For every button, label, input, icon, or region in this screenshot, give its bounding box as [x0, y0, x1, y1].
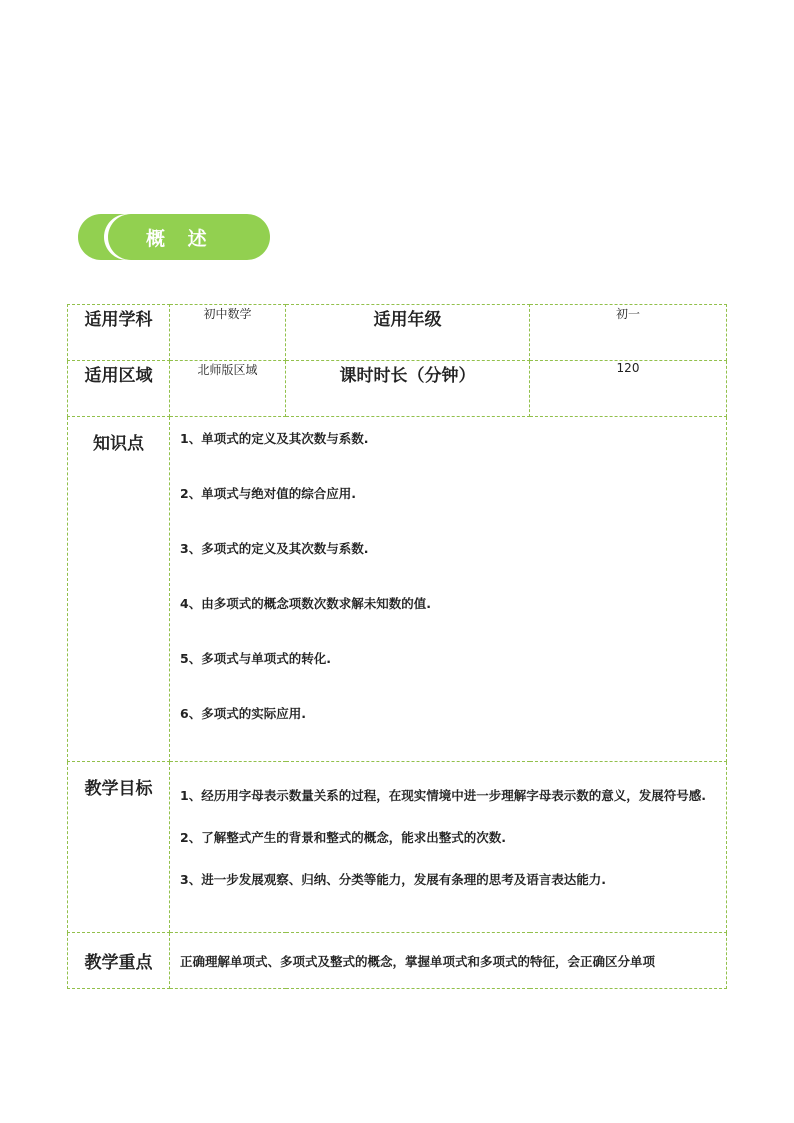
subject-label: 适用学科	[68, 305, 170, 361]
list-item: 2、了解整式产生的背景和整式的概念，能求出整式的次数.	[180, 830, 506, 845]
key-text: 正确理解单项式、多项式及整式的概念，掌握单项式和多项式的特征，会正确区分单项	[180, 953, 656, 969]
section-header-tab	[78, 214, 270, 260]
list-item: 5、多项式与单项式的转化.	[180, 651, 331, 666]
key-label: 教学重点	[68, 933, 170, 989]
section-title: 概 述	[108, 214, 270, 260]
list-item: 4、由多项式的概念项数次数求解未知数的值.	[180, 596, 431, 611]
goals-list	[170, 762, 727, 933]
table-row	[68, 417, 727, 762]
key-content	[170, 933, 727, 989]
grade-value: 初一	[530, 305, 727, 361]
goals-label: 教学目标	[68, 762, 170, 933]
knowledge-list	[170, 417, 727, 762]
region-label: 适用区域	[68, 361, 170, 417]
subject-value: 初中数学	[170, 305, 286, 361]
overview-table	[67, 304, 727, 989]
list-item: 1、经历用字母表示数量关系的过程，在现实情境中进一步理解字母表示数的意义，发展符号感.	[180, 788, 706, 803]
region-value: 北师版区域	[170, 361, 286, 417]
list-item: 6、多项式的实际应用.	[180, 706, 306, 721]
table-row	[68, 361, 727, 417]
table-row	[68, 933, 727, 989]
duration-label: 课时时长（分钟）	[286, 361, 530, 417]
list-item: 1、单项式的定义及其次数与系数.	[180, 431, 369, 446]
grade-label: 适用年级	[286, 305, 530, 361]
table-row	[68, 762, 727, 933]
table-row	[68, 305, 727, 361]
knowledge-label: 知识点	[68, 417, 170, 762]
list-item: 3、进一步发展观察、归纳、分类等能力，发展有条理的思考及语言表达能力.	[180, 872, 606, 887]
list-item: 3、多项式的定义及其次数与系数.	[180, 541, 369, 556]
duration-value: 120	[530, 361, 727, 417]
list-item: 2、单项式与绝对值的综合应用.	[180, 486, 356, 501]
